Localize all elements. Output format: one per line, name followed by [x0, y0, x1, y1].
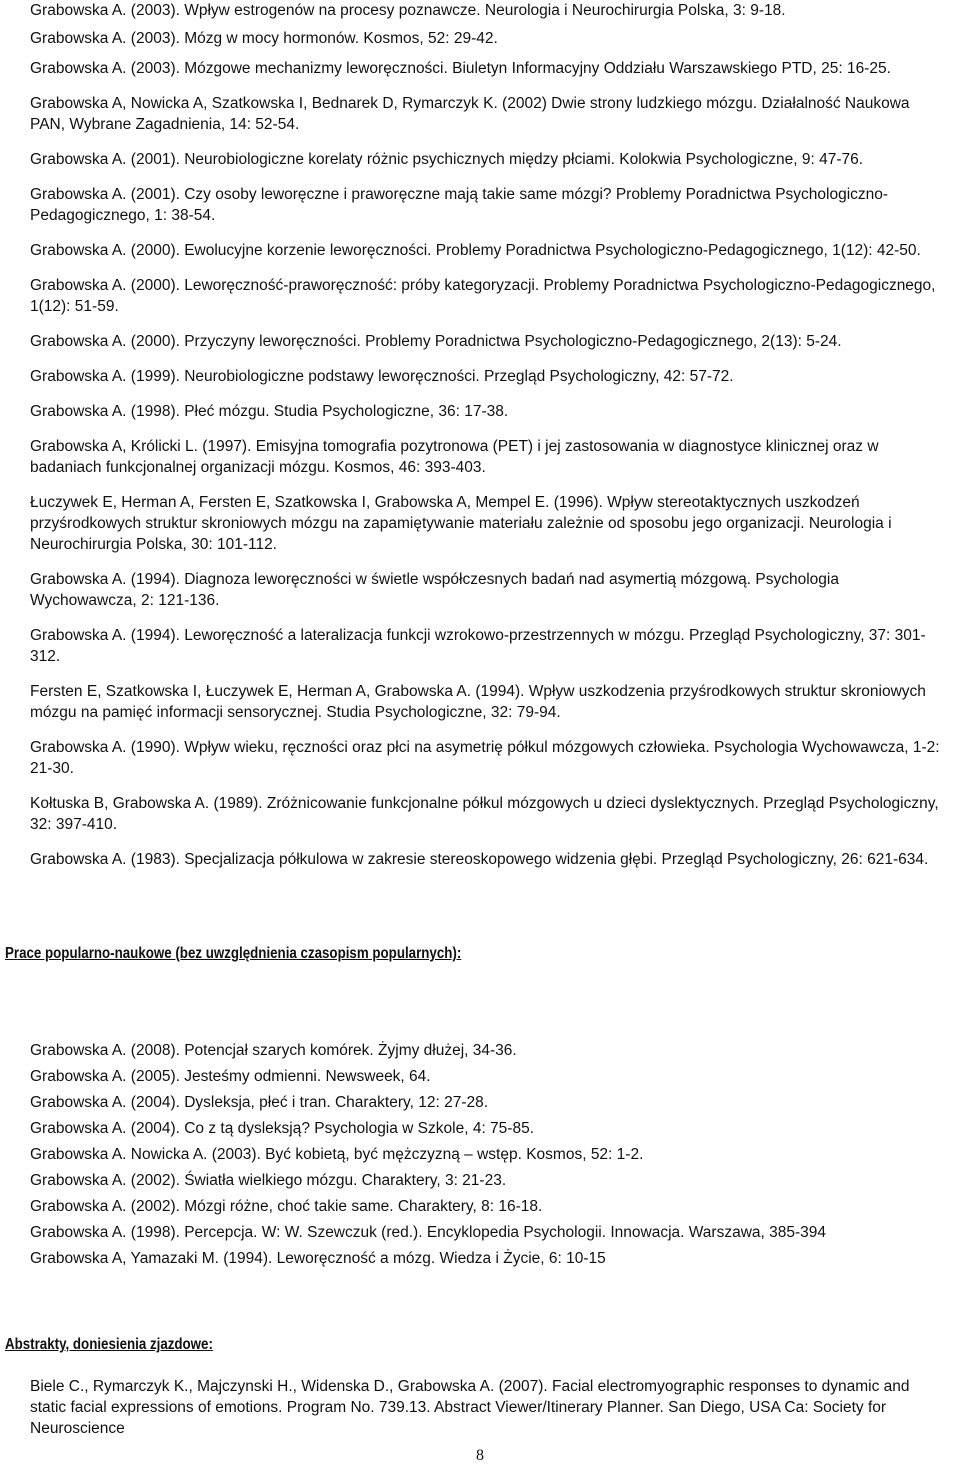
- reference-item: Grabowska A. (2000). Przyczyny leworęczności. Problemy Poradnictwa Psychologiczno-Pedagogicznego, 2(13): 5-24.: [30, 333, 842, 350]
- reference-list-abstracts: [30, 1376, 945, 1439]
- reference-item: Grabowska A. Nowicka A. (2003). Być kobietą, być mężczyzną – wstęp. Kosmos, 52: 1-2.: [30, 1146, 644, 1163]
- reference-item: Grabowska A, Yamazaki M. (1994). Leworęczność a mózg. Wiedza i Życie, 6: 10-15: [30, 1250, 606, 1267]
- section-heading-abstracts: Abstrakty, doniesienia zjazdowe:: [5, 1336, 213, 1353]
- reference-item: Grabowska A. (1994). Leworęczność a lateralizacja funkcji wzrokowo-przestrzennych w mózgu. Przegląd Psychologiczny, 37: 301-312.: [30, 627, 926, 665]
- reference-item: Biele C., Rymarczyk K., Majczynski H., Widenska D., Grabowska A. (2007). Facial electromyographic responses to dynamic and static facial expressions of emotions. Program No. 739.13. Abstract Viewer/Itinerary Planner. San Diego, USA Ca: Society for Neuroscience: [30, 1378, 910, 1437]
- reference-item: Grabowska A. (2000). Leworęczność-praworęczność: próby kategoryzacji. Problemy Poradnictwa Psychologiczno-Pedagogicznego, 1(12): 51-59.: [30, 277, 936, 315]
- reference-item: Kołtuska B, Grabowska A. (1989). Zróżnicowanie funkcjonalne półkul mózgowych u dzieci dyslektycznych. Przegląd Psychologiczny, 32: 397-410.: [30, 795, 939, 833]
- reference-item: Grabowska A. (2005). Jesteśmy odmienni. Newsweek, 64.: [30, 1068, 431, 1085]
- section-heading-popular: Prace popularno-naukowe (bez uwzględnienia czasopism popularnych):: [5, 945, 462, 962]
- reference-item: Grabowska A. (1998). Płeć mózgu. Studia Psychologiczne, 36: 17-38.: [30, 403, 509, 420]
- reference-item: Fersten E, Szatkowska I, Łuczywek E, Herman A, Grabowska A. (1994). Wpływ uszkodzenia przyśrodkowych struktur skroniowych mózgu na pamięć informacji sensorycznej. Studia Psychologiczne, 32: 79-94.: [30, 683, 926, 721]
- reference-item: Grabowska A. (1990). Wpływ wieku, ręczności oraz płci na asymetrię półkul mózgowych człowieka. Psychologia Wychowawcza, 1-2: 21-30.: [30, 739, 940, 777]
- reference-item: Grabowska A. (2004). Co z tą dysleksją? Psychologia w Szkole, 4: 75-85.: [30, 1120, 534, 1137]
- reference-item: Grabowska A. (2008). Potencjał szarych komórek. Żyjmy dłużej, 34-36.: [30, 1042, 517, 1059]
- reference-item: Grabowska A. (1998). Percepcja. W: W. Szewczuk (red.). Encyklopedia Psychologii. Innowacja. Warszawa, 385-394: [30, 1224, 827, 1241]
- reference-item: Grabowska A. (2003). Mózg w mocy hormonów. Kosmos, 52: 29-42.: [30, 30, 498, 47]
- reference-item: Grabowska A. (2003). Wpływ estrogenów na procesy poznawcze. Neurologia i Neurochirurgia Polska, 3: 9-18.: [30, 2, 786, 19]
- reference-item: Grabowska A. (1999). Neurobiologiczne podstawy leworęczności. Przegląd Psychologiczny, 42: 57-72.: [30, 368, 734, 385]
- reference-item: Grabowska A, Nowicka A, Szatkowska I, Bednarek D, Rymarczyk K. (2002) Dwie strony ludzkiego mózgu. Działalność Naukowa PAN, Wybrane Zagadnienia, 14: 52-54.: [30, 95, 910, 133]
- reference-item: Grabowska A. (2002). Mózgi różne, choć takie same. Charaktery, 8: 16-18.: [30, 1198, 543, 1215]
- page-number: 8: [476, 1447, 484, 1464]
- reference-item: Grabowska A. (1983). Specjalizacja półkulowa w zakresie stereoskopowego widzenia głębi. Przegląd Psychologiczny, 26: 621-634.: [30, 851, 929, 868]
- reference-item: Grabowska A, Królicki L. (1997). Emisyjna tomografia pozytronowa (PET) i jej zastosowania w diagnostyce klinicznej oraz w badaniach funkcjonalnej organizacji mózgu. Kosmos, 46: 393-403.: [30, 438, 879, 476]
- reference-item: Grabowska A. (2001). Czy osoby leworęczne i praworęczne mają takie same mózgi? Problemy Poradnictwa Psychologiczno-Pedagogicznego, 1: 38-54.: [30, 186, 889, 224]
- reference-item: Grabowska A. (2003). Mózgowe mechanizmy leworęczności. Biuletyn Informacyjny Oddziału Warszawskiego PTD, 25: 16-25.: [30, 60, 891, 77]
- reference-list-scientific: [30, 0, 945, 884]
- reference-item: Grabowska A. (2002). Światła wielkiego mózgu. Charaktery, 3: 21-23.: [30, 1172, 507, 1189]
- reference-item: Grabowska A. (2004). Dysleksja, płeć i tran. Charaktery, 12: 27-28.: [30, 1094, 489, 1111]
- reference-list-popular: [30, 1040, 945, 1274]
- reference-item: Grabowska A. (1994). Diagnoza leworęczności w świetle współczesnych badań nad asymertią mózgową. Psychologia Wychowawcza, 2: 121-136.: [30, 571, 839, 609]
- reference-item: Łuczywek E, Herman A, Fersten E, Szatkowska I, Grabowska A, Mempel E. (1996). Wpływ stereotaktycznych uszkodzeń przyśrodkowych struktur skroniowych mózgu na zapamiętywanie materiału zależnie od sposobu jego organizacji. Neurologia i Neurochirurgia Polska, 30: 101-112.: [30, 494, 892, 553]
- reference-item: Grabowska A. (2001). Neurobiologiczne korelaty różnic psychicznych między płciami. Kolokwia Psychologiczne, 9: 47-76.: [30, 151, 864, 168]
- reference-item: Grabowska A. (2000). Ewolucyjne korzenie leworęczności. Problemy Poradnictwa Psychologiczno-Pedagogicznego, 1(12): 42-50.: [30, 242, 921, 259]
